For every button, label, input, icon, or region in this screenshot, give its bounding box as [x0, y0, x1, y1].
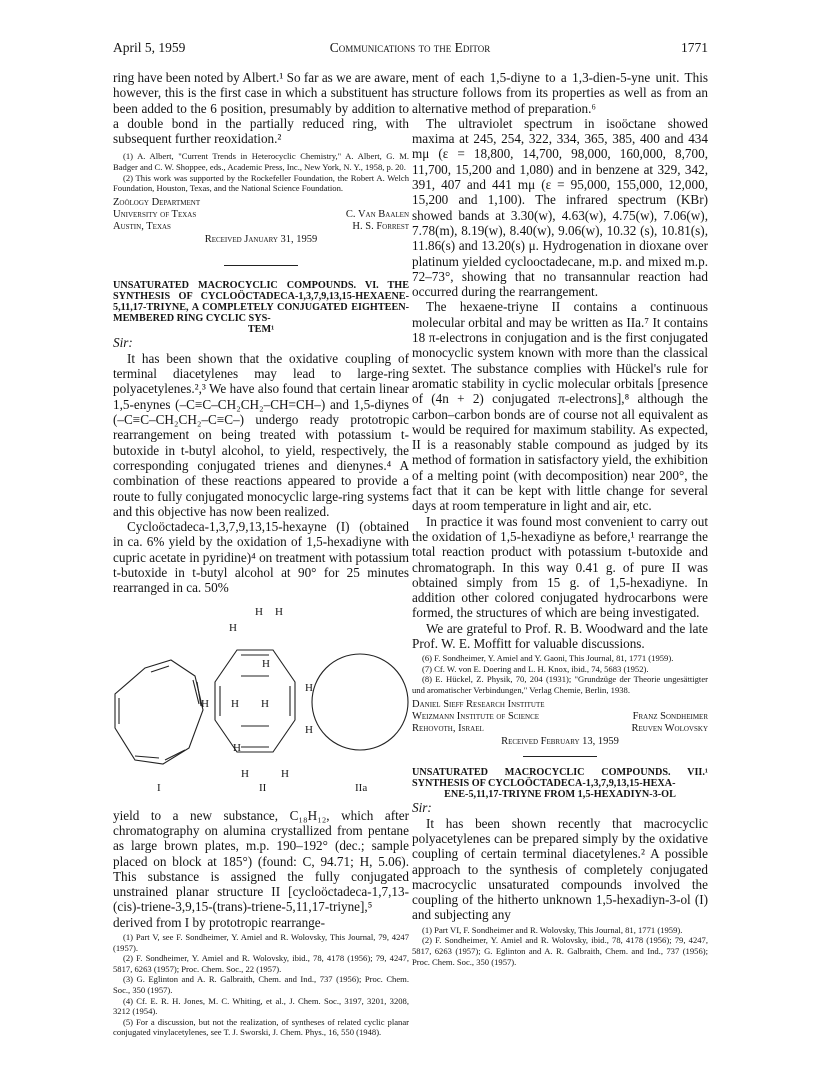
atom-label: H: [231, 697, 239, 710]
running-date: April 5, 1959: [113, 40, 186, 55]
paragraph: It has been shown recently that macrocyclic polyacetylenes can be prepared simply by the oxidative coupling of certain terminal diacetylenes.² A possible approach to the synthesis of completely conjugated macrocyclic unsaturated compounds involved the coupling of the hitherto unknown 1,5-hexadiyn-3-ol (I) and subjecting any: [412, 815, 708, 923]
atom-label: H: [305, 681, 313, 694]
author-block: [412, 699, 708, 735]
affiliation: University of Texas: [113, 208, 197, 220]
salutation: Sir:: [113, 334, 133, 350]
title-text: UNSATURATED MACROCYCLIC COMPOUNDS. VI. THE SYNTHESIS OF CYCLOÖCTADECA-1,3,7,9,13,15-HEXAENE-5,11,17-TRIYNE, A COMPLETELY CONJUGATED EIGHTEEN-MEMBERED RING CYCLIC SYS-: [113, 279, 409, 324]
paragraph: We are grateful to Prof. R. B. Woodward and the late Prof. W. E. Moffitt for valuable discussions.: [412, 620, 708, 651]
affiliation: Rehovoth, Israel: [412, 722, 484, 734]
footnote: (8) E. Hückel, Z. Physik, 70, 204 (1931); "Grundzüge der Theorie ungesättigter und aromatischer Verbindungen," Verlag Chemie, Berlin, 1938.: [412, 674, 708, 696]
paragraph: Cycloöctadeca-1,3,7,9,13,15-hexayne (I) (obtained in ca. 6% yield by the oxidation of 1,5-hexadiyne with cupric acetate in pyridine)⁴ on treatment with potassium t-butoxide in t-butyl alcohol at 90° for 25 minutes rearranged in ca. 50%: [113, 519, 409, 596]
affiliation: Zoölogy Department: [113, 196, 201, 208]
author-name: Franz Sondheimer: [632, 710, 708, 722]
paragraph: The ultraviolet spectrum in isoöctane showed maxima at 245, 254, 322, 334, 365, 385, 400 and 434 mμ (ε = 18,800, 14,700, 98,000, 160,000, 8,700, 11,700, 15,200 and 1,080) and in benzene at 329, 342, 391, 407 and 441 mμ (ε = 95,000, 155,000, 12,000, 15,200 and 1,100). The infrared spectrum (KBr) showed bands at 3.30(w), 4.63(w), 4.75(w), 7.06(w), 7.78(m), 8.19(w), 8.40(w), 9.06(w), 10.32 (s), 10.81(s), 11.86(s) and 13.20(s) μ. Hydrogenation in dioxane over platinum yielded cyclooctadecane, m.p. and mixed m.p. 72–73°, showing that no transannular reaction had occurred during the rearrangement.: [412, 115, 708, 300]
compound-label-I: I: [157, 781, 161, 794]
footnote: (2) F. Sondheimer, Y. Amiel and R. Wolovsky, ibid., 78, 4178 (1956); 79, 4247, 5817, 6263 (1957); G. Eglinton and A. R. Galbraith, Chem. and Ind., 737 (1956); Proc. Chem. Soc., 350 (1957).: [412, 935, 708, 967]
paragraph: It has been shown that the oxidative coupling of terminal diacetylenes may lead to large-ring polyacetylenes.²,³ We have also found that certain linear 1,5-enynes (–C≡C–CH₂CH₂–CH=CH–) and 1,5-diynes (–C≡C–CH₂CH₂–C≡C–) undergo ready prototropic rearrangement on being treated with potassium t-butoxide in t-butyl alcohol, to yield, respectively, the corresponding conjugated trienes and dienynes.⁴ A combination of these reactions appeared to provide a route to fully conjugated monocyclic large-ring systems and this objective has now been realized.: [113, 350, 409, 519]
received-date: Received February 13, 1959: [501, 735, 619, 747]
divider: [224, 265, 298, 266]
hexaene-triyne-ring-II: [215, 650, 295, 752]
footnote: (1) A. Albert, "Current Trends in Heterocyclic Chemistry," A. Albert, G. M. Badger and C. W. Shoppee, eds., Academic Press, Inc., New York, N. Y., 1958, p. 20.: [113, 151, 409, 173]
affiliation: Weizmann Institute of Science: [412, 710, 540, 722]
atom-label: H: [229, 621, 237, 634]
paragraph: yield to a new substance, C₁₈H₁₂, which after chromatography on alumina crystallized from pentane as large brown plates, m.p. 190–192° (dec.; sample placed on block at 185°) (found: C, 94.71; H, 5.06). This substance is assigned the fully conjugated unstrained planar structure II [cycloöctadeca-1,7,13-(cis)-triene-3,9,15-(trans)-triene-5,11,17-triyne],⁵ derived from I by prototropic rearrange-: [113, 807, 409, 930]
author-name: Reuven Wolovsky: [631, 722, 708, 734]
paragraph: The hexaene-triyne II contains a continuous molecular orbital and may be written as IIa.⁷ It contains 18 π-electrons in conjugation and is the first conjugated monocyclic system known with more than the classical sextet. The substance complies with Hückel's rule for aromatic stability in cyclic molecular orbitals [presence of (4n + 2) conjugated π-electrons],⁸ although the carbon–carbon bonds are of course not all equivalent as would be required for maximum stability. As expected, II is a reasonably stable compound as judged by its method of formation in satisfactory yield, the exhibition of a melting point (with decomposition) near 200°, the fact that it can be kept with little change for several days at room temperature in light and air, etc.: [412, 299, 708, 514]
footnote: (2) F. Sondheimer, Y. Amiel and R. Wolovsky, ibid., 78, 4178 (1956); 79, 4247, 5817, 6263 (1957); Proc. Chem. Soc., 22 (1957).: [113, 953, 409, 974]
footnote: (4) Cf. E. R. H. Jones, M. C. Whiting, et al., J. Chem. Soc., 3197, 3201, 3208, 3212 (1954).: [113, 995, 409, 1017]
page-number: 1771: [681, 40, 708, 55]
author-name: C. Van Baalen: [345, 208, 409, 220]
affiliation: Daniel Sieff Research Institute: [412, 698, 545, 710]
title-text: UNSATURATED MACROCYCLIC COMPOUNDS. VII.¹ SYNTHESIS OF CYCLOÖCTADECA-1,3,7,9,13,15-HEXA-: [412, 766, 708, 789]
paragraph: ment of each 1,5-diyne to a 1,3-dien-5-yne unit. This structure follows from its properties as well as from an alternative method of preparation.⁶: [412, 70, 708, 116]
footnote: (1) Part VI, F. Sondheimer and R. Wolovsky, This Journal, 81, 1771 (1959).: [422, 924, 683, 935]
footnote: (5) For a discussion, but not the realization, of syntheses of related cyclic planar conjugated vinylacetylenes, see T. J. Sworski, J. Chem. Phys., 16, 550 (1948).: [113, 1016, 409, 1038]
affiliation: Austin, Texas: [113, 220, 171, 232]
ring-IIa: [312, 654, 408, 750]
article-title: [113, 280, 409, 335]
atom-label: H: [261, 697, 269, 710]
structure-diagram: [105, 598, 415, 804]
atom-label: H: [305, 723, 313, 736]
paragraph: ring have been noted by Albert.¹ So far as we are aware, however, this is the first case in which a substituent has been added to the 6 position, presumably by addition to a double bond in the partially reduced ring, with subsequent further reoxidation.²: [113, 70, 409, 147]
footnote: (2) This work was supported by the Rockefeller Foundation, the Robert A. Welch Foundation, Houston, Texas, and the National Science Foundation.: [113, 172, 409, 194]
title-text: ENE-5,11,17-TRIYNE FROM 1,5-HEXADIYN-3-OL: [444, 788, 676, 800]
atom-label: H: [233, 741, 241, 754]
compound-label-IIa: IIa: [355, 781, 368, 794]
footnote: (3) G. Eglinton and A. R. Galbraith, Chem. and Ind., 737 (1956); Proc. Chem. Soc., 350 (1957).: [113, 974, 409, 995]
atom-label: H: [262, 657, 270, 670]
article-title: [412, 767, 708, 800]
running-section: Communications to the Editor: [329, 40, 491, 55]
hexayne-ring-I: [115, 660, 203, 764]
compound-label-II: II: [259, 781, 267, 794]
footnote: (7) Cf. W. von E. Doering and L. H. Knox, ibid., 74, 5683 (1952).: [422, 663, 649, 674]
author-name: H. S. Forrest: [352, 220, 409, 232]
footnote: (6) F. Sondheimer, Y. Amiel and Y. Gaoni, This Journal, 81, 1771 (1959).: [422, 653, 674, 664]
paragraph: In practice it was found most convenient to carry out the oxidation of 1,5-hexadiyne as before,¹ rearrange the total reaction product with potassium t-butoxide and chromatograph. In this way 0.41 g. of pure II was obtained simply from 15 g. of 1,5-hexadiyne. In addition other colored conjugated hydrocarbons were formed, the structures of which are being investigated.: [412, 513, 708, 621]
atom-label: H: [275, 605, 283, 618]
received-date: Received January 31, 1959: [204, 233, 318, 245]
title-text: TEM¹: [247, 323, 275, 335]
atom-label: H: [201, 697, 209, 710]
structure-figure: [105, 598, 409, 804]
footnote: (1) Part V, see F. Sondheimer, Y. Amiel and R. Wolovsky, This Journal, 79, 4247 (1957).: [113, 931, 409, 953]
divider: [523, 756, 597, 757]
atom-label: H: [281, 767, 289, 780]
salutation: Sir:: [412, 799, 432, 815]
left-column: [113, 70, 409, 1038]
atom-label: H: [241, 767, 249, 780]
author-block: [113, 197, 409, 233]
right-column: [412, 70, 708, 967]
atom-label: H: [255, 605, 263, 618]
